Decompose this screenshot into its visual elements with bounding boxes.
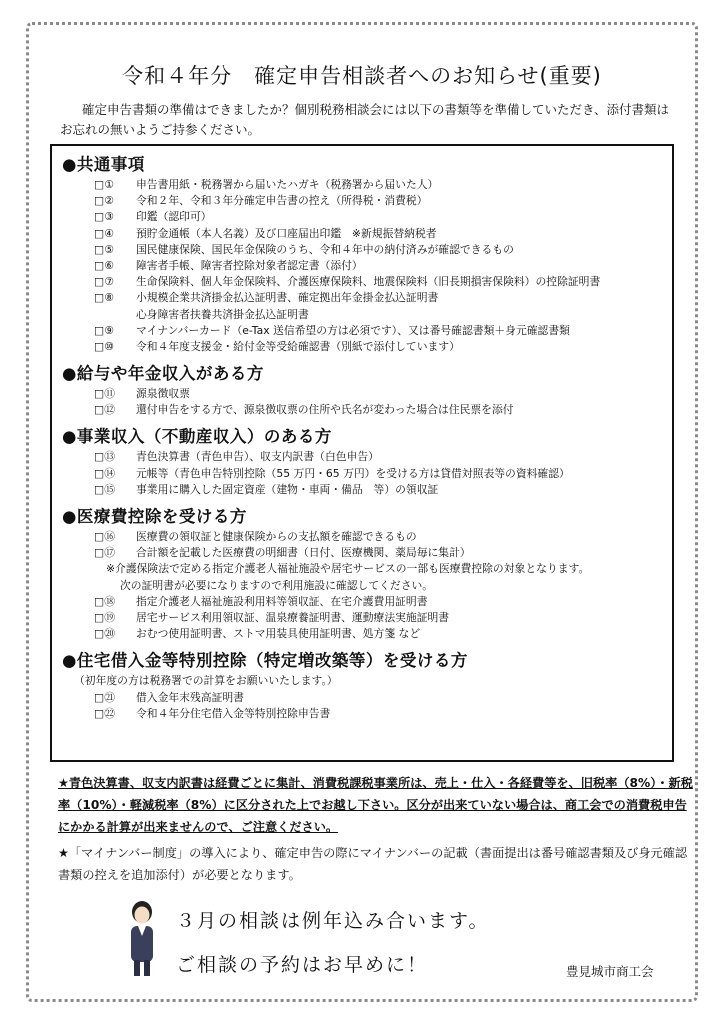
checklist-item [94,545,662,561]
checklist-item-text: 事業用に購入した固定資産（建物・車両・備品 等）の領収証 [136,482,439,496]
checklist-item [94,274,662,290]
checklist-item-text: 合計額を記載した医療費の明細書（日付、医療機関、薬局毎に集計） [136,546,471,560]
checklist-item [94,482,662,498]
checklist-item-text: 指定介護老人福祉施設利用料等領収証、在宅介護費用証明書 [136,594,428,608]
checklist-item [94,466,662,482]
checkbox-number: □⑪ [94,387,115,401]
section-heading: ●事業収入（不動産収入）のある方 [62,427,332,447]
checklist-item-text: マイナンバーカード（e-Tax 送信希望の方は必須です）、又は番号確認書類＋身元確認書類 [136,323,570,337]
document-checklist-box [50,144,674,762]
section-heading: ●共通事項 [62,155,145,174]
section-heading: ●住宅借入金等特別控除（特定増改築等）を受ける方 [62,651,468,671]
checklist [94,386,662,418]
page-title: 令和４年分 確定申告相談者へのお知らせ(重要) [122,64,602,88]
checklist-item [94,290,662,306]
checkbox-number: □⑳ [94,627,115,641]
checklist-item [94,258,662,274]
section-heading: ●給与や年金収入がある方 [62,364,264,384]
checklist-item [94,449,662,465]
checkbox-number: □⑲ [94,610,115,624]
checklist [94,449,662,498]
checklist-note: ※介護保険法で定める指定介護老人福祉施設や居宅サービスの一部も医療費控除の対象となります。 [106,562,590,576]
checklist-item-text: 預貯金通帳（本人名義）及び口座届出印鑑 ※新規振替納税者 [136,226,437,240]
mynumber-note: ★「マイナンバー制度」の導入により、確定申告の際にマイナンバーの記載（書面提出は番号確認書類及び身元確認書類の控えを追加添付）が必要となります。 [58,846,688,882]
checkbox-number: □⑰ [94,546,115,560]
checkbox-number: □⑯ [94,530,115,543]
checklist-item-text: 還付申告をする方で、源泉徴収票の住所や氏名が変わった場合は住民票を添付 [136,403,514,417]
checkbox-number: □⑮ [94,482,115,496]
checklist-item [94,386,662,402]
checklist-item [94,402,662,418]
tax-note: ★青色決算書、収支内訳書は経費ごとに集計、消費税課税事業所は、売上・仕入・各経費等を、旧税率（8%）・新税率（10%）・軽減税率（8%）に区分された上でお越し下さい。区分が出来ていない場合は、商工会での消費税申告にかかる計算が出来ませんので、ご注意ください。 [58,776,693,834]
checkbox-number: □⑫ [94,403,115,417]
checklist-item-text: 源泉徴収票 [136,387,190,401]
checkbox-number: □⑩ [94,339,114,353]
checkbox-number: □⑤ [94,242,114,256]
consultant-figure-illustration [122,898,162,978]
checklist-item [94,610,662,626]
checklist-item-text: 令和４年分住宅借入金等特別控除申告書 [136,706,331,720]
checklist-item [94,626,662,642]
checklist-item-text: 国民健康保険、国民年金保険のうち、令和４年中の納付済みが確認できるもの [136,242,514,256]
checkbox-number: □⑬ [94,450,115,464]
checklist-item-text: 医療費の領収証と健康保険からの支払額を確認できるもの [136,530,417,543]
checklist-item [94,193,662,209]
reservation-notice: ご相談の予約はお早めに！ [176,954,429,976]
checklist-item-text: 小規模企業共済掛金払込証明書、確定拠出年金掛金払込証明書 [136,291,439,305]
checkbox-number: □⑥ [94,258,114,272]
checkbox-number: □㉑ [94,690,115,704]
checklist-item-text: 令和４年度支援金・給付金等受給確認書（別紙で添付しています） [136,339,460,353]
checklist-item-continuation: 心身障害者扶養共済掛金払込証明書 [136,307,309,321]
checklist-item-text: 令和２年、令和３年分確定申告書の控え（所得税・消費税） [136,194,428,208]
checklist-item [94,594,662,610]
checkbox-number: □㉒ [94,706,115,720]
notes-section [58,772,698,886]
checklist-item [94,339,662,355]
checklist-item [94,209,662,225]
checklist-item-text: 青色決算書（青色申告）、収支内訳書（白色申告） [136,450,379,464]
checklist-item-text: おむつ使用証明書、ストマ用装具使用証明書、処方箋 など [136,627,421,641]
checkbox-number: □④ [94,226,114,240]
checklist-item-text: 障害者手帳、障害者控除対象者認定書（添付） [136,258,363,272]
checkbox-number: □⑦ [94,275,114,289]
checklist-item [94,529,662,545]
checkbox-number: □② [94,194,114,208]
section-heading: ●医療費控除を受ける方 [62,507,247,526]
section-remark: （初年度の方は税務署での計算をお願いいたします。） [74,674,338,688]
checklist-item-text: 生命保険料、個人年金保険料、介護医療保険料、地震保険料（旧長期損害保険料）の控除証明書 [136,275,601,289]
checkbox-number: □① [94,178,114,191]
checkbox-number: □⑭ [94,466,115,480]
checklist-item-text: 借入金年末残高証明書 [136,690,244,704]
checklist-item-text: 印鑑（認印可） [136,210,212,224]
busy-march-notice: ３月の相談は例年込み合います。 [176,910,490,932]
checklist [94,690,662,722]
checklist-item [94,177,662,193]
checkbox-number: □⑧ [94,291,114,305]
checklist-item [94,242,662,258]
checkbox-number: □⑨ [94,323,114,337]
checkbox-number: □③ [94,210,114,224]
checkbox-number: □⑱ [94,594,115,608]
checklist-note: 次の証明書が必要になりますので利用施設に確認してください。 [120,578,434,592]
checklist-item [94,323,662,339]
checklist-item [94,226,662,242]
checklist-item-text: 元帳等（青色申告特別控除（55 万円・65 万円）を受ける方は貸借対照表等の資料確認） [136,466,570,480]
intro-paragraph: 確定申告書類の準備はできましたか？個別税務相談会には以下の書類等を準備していただき、添付書類はお忘れの無いようご持参ください。 [60,102,670,137]
checklist-item-text: 居宅サービス利用領収証、温泉療養証明書、運動療法実施証明書 [136,610,450,624]
checklist-item-text: 申告書用紙・税務署から届いたハガキ（税務署から届いた人） [136,178,439,191]
checklist [94,177,662,355]
checklist [94,529,662,642]
organization-name: 豊見城市商工会 [566,964,654,979]
checklist-item [94,706,662,722]
checklist-item [94,690,662,706]
